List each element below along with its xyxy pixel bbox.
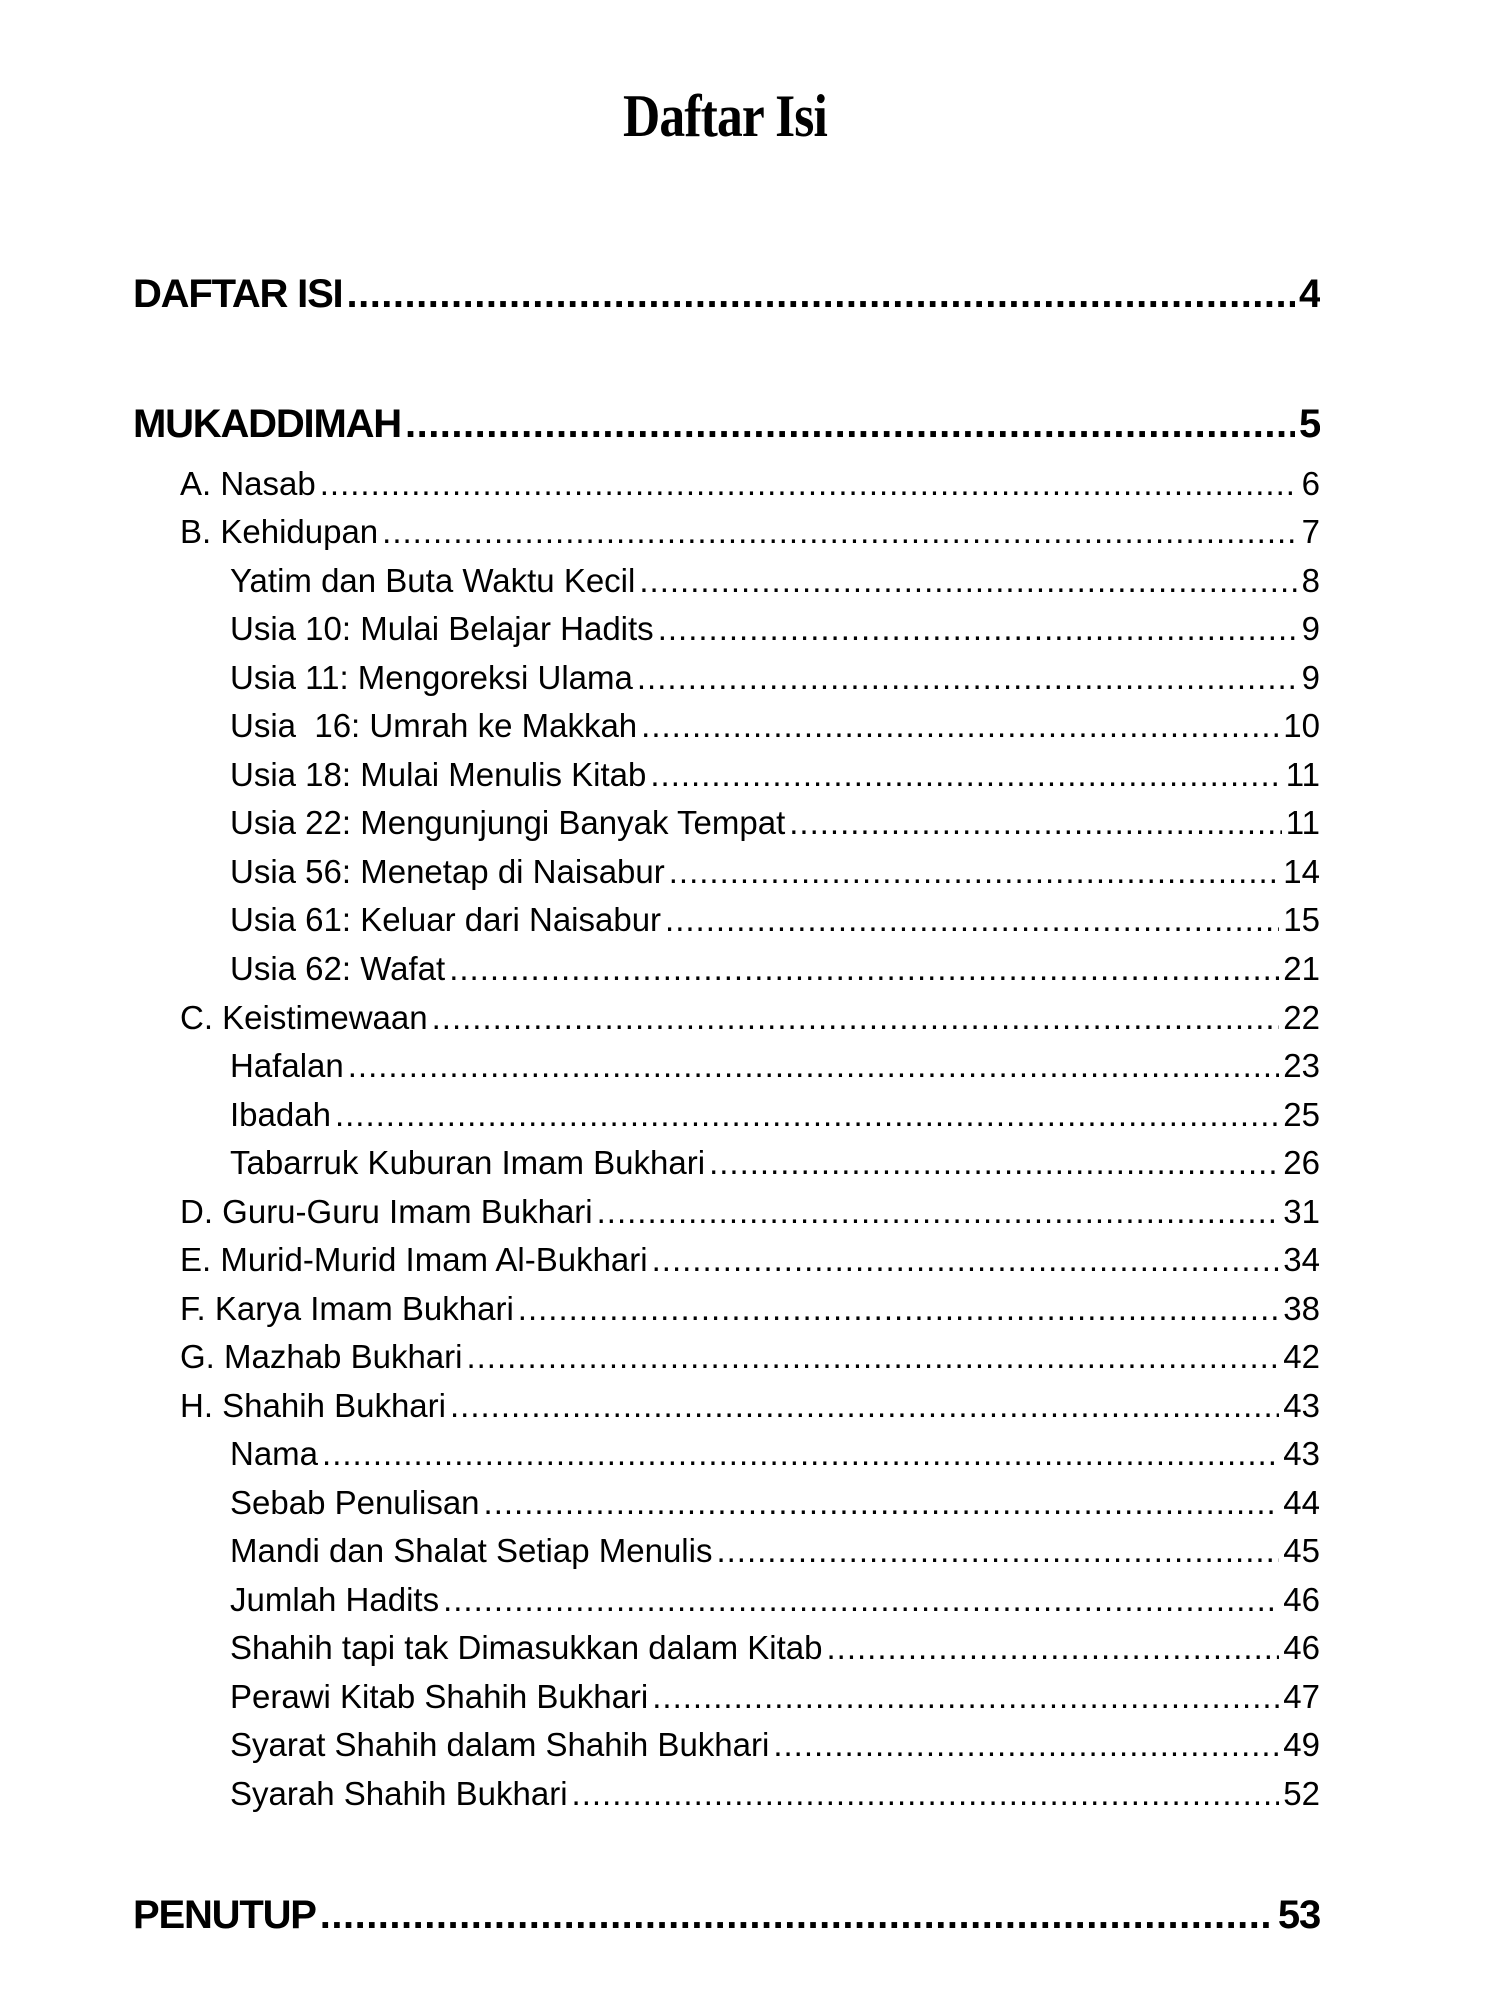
toc-page-number: 44 [1283, 1484, 1320, 1521]
toc-page-number: 8 [1301, 562, 1320, 599]
toc-entry-hafalan[interactable] [230, 1047, 1320, 1085]
toc-entry-usia-10[interactable] [230, 610, 1320, 648]
toc-entry-label: Usia 18: Mulai Menulis Kitab [230, 756, 647, 793]
toc-page-number: 42 [1283, 1338, 1320, 1375]
toc-page-number: 26 [1283, 1144, 1320, 1181]
toc-entry-label: D. Guru-Guru Imam Bukhari [180, 1193, 593, 1230]
toc-entry-keistimewaan[interactable] [180, 999, 1320, 1037]
toc-entry-mandi-shalat[interactable] [230, 1532, 1320, 1570]
toc-page-number: 9 [1301, 659, 1320, 696]
toc-entry-label: Nama [230, 1435, 319, 1472]
toc-page-number: 10 [1283, 707, 1320, 744]
toc-leader [669, 853, 1280, 891]
toc-leader [637, 659, 1298, 697]
toc-entry-label: Usia 10: Mulai Belajar Hadits [230, 610, 654, 647]
toc-leader [518, 1290, 1280, 1328]
toc-entry-label: H. Shahih Bukhari [180, 1387, 446, 1424]
toc-entry-label: DAFTAR ISI [133, 272, 343, 316]
toc-entry-label: C. Keistimewaan [180, 999, 428, 1036]
toc-entry-label: Jumlah Hadits [230, 1581, 440, 1618]
toc-page-number: 52 [1283, 1775, 1320, 1812]
toc-entry-label: Usia 11: Mengoreksi Ulama [230, 659, 633, 696]
toc-leader [443, 1581, 1279, 1619]
toc-leader [716, 1532, 1279, 1570]
toc-entry-label: Usia 61: Keluar dari Naisabur [230, 901, 662, 938]
toc-page-number: 38 [1283, 1290, 1320, 1327]
toc-page-number: 25 [1283, 1096, 1320, 1133]
toc-entry-label: MUKADDIMAH [133, 402, 401, 446]
toc-entry-usia-56[interactable] [230, 853, 1320, 891]
toc-entry-label: Sebab Penulisan [230, 1484, 480, 1521]
toc-entry-yatim[interactable] [230, 562, 1320, 600]
toc-leader [449, 950, 1279, 988]
toc-leader [652, 1241, 1280, 1279]
toc-page-number: 49 [1283, 1726, 1320, 1763]
toc-leader [658, 610, 1298, 648]
toc-entry-label: F. Karya Imam Bukhari [180, 1290, 514, 1327]
toc-leader [320, 1893, 1274, 1938]
toc-entry-jumlah-hadits[interactable] [230, 1581, 1320, 1619]
toc-leader [322, 1435, 1279, 1473]
toc-leader [789, 804, 1282, 842]
toc-page-number: 43 [1283, 1435, 1320, 1472]
toc-page-number: 11 [1285, 804, 1320, 841]
toc-entry-label: Yatim dan Buta Waktu Kecil [230, 562, 636, 599]
toc-entry-shahih-tapi[interactable] [230, 1629, 1320, 1667]
toc-leader [641, 707, 1279, 745]
toc-entry-karya[interactable] [180, 1290, 1320, 1328]
toc-leader [346, 272, 1294, 317]
toc-page-number: 4 [1298, 272, 1320, 316]
toc-leader [450, 1387, 1279, 1425]
toc-page-number: 47 [1283, 1678, 1320, 1715]
toc-entry-daftar-isi[interactable] [133, 272, 1320, 317]
toc-entry-sebab-penulisan[interactable] [230, 1484, 1320, 1522]
toc-page-number: 11 [1285, 756, 1320, 793]
toc-entry-label: Mandi dan Shalat Setiap Menulis [230, 1532, 713, 1569]
toc-page-number: 9 [1301, 610, 1320, 647]
toc-leader [405, 402, 1295, 447]
toc-leader [652, 1678, 1279, 1716]
toc-page-number: 43 [1283, 1387, 1320, 1424]
toc-page-number: 45 [1283, 1532, 1320, 1569]
toc-page-number: 5 [1298, 402, 1320, 446]
toc-leader [709, 1144, 1279, 1182]
toc-leader [827, 1629, 1280, 1667]
toc-entry-perawi[interactable] [230, 1678, 1320, 1716]
toc-entry-label: Usia 62: Wafat [230, 950, 446, 987]
toc-entry-usia-11[interactable] [230, 659, 1320, 697]
toc-entry-kehidupan[interactable] [180, 513, 1320, 551]
toc-page-number: 46 [1283, 1581, 1320, 1618]
toc-leader [382, 513, 1297, 551]
toc-leader [665, 901, 1279, 939]
toc-entry-shahih-bukhari[interactable] [180, 1387, 1320, 1425]
toc-entry-usia-61[interactable] [230, 901, 1320, 939]
toc-entry-label: G. Mazhab Bukhari [180, 1338, 463, 1375]
toc-entry-label: Tabarruk Kuburan Imam Bukhari [230, 1144, 706, 1181]
toc-leader [484, 1484, 1280, 1522]
toc-entry-tabarruk[interactable] [230, 1144, 1320, 1182]
toc-entry-label: Ibadah [230, 1096, 331, 1133]
toc-entry-label: B. Kehidupan [180, 513, 379, 550]
toc-entry-nama[interactable] [230, 1435, 1320, 1473]
toc-entry-murid-murid[interactable] [180, 1241, 1320, 1279]
toc-leader [348, 1047, 1280, 1085]
toc-entry-label: Syarat Shahih dalam Shahih Bukhari [230, 1726, 770, 1763]
toc-leader [572, 1775, 1280, 1813]
toc-entry-guru-guru[interactable] [180, 1193, 1320, 1231]
toc-entry-label: Perawi Kitab Shahih Bukhari [230, 1678, 649, 1715]
toc-page-number: 22 [1283, 999, 1320, 1036]
toc-entry-penutup[interactable] [133, 1893, 1320, 1938]
toc-leader [639, 562, 1297, 600]
toc-entry-syarah[interactable] [230, 1775, 1320, 1813]
page-title: Daftar Isi [622, 83, 828, 149]
toc-entry-usia-22[interactable] [230, 804, 1320, 842]
toc-page-number: 46 [1283, 1629, 1320, 1666]
toc-entry-label: E. Murid-Murid Imam Al-Bukhari [180, 1241, 648, 1278]
toc-leader [773, 1726, 1279, 1764]
toc-entry-label: Usia 16: Umrah ke Makkah [230, 707, 638, 744]
toc-entry-usia-18[interactable] [230, 756, 1320, 794]
toc-leader [650, 756, 1281, 794]
toc-entry-mukaddimah[interactable] [133, 402, 1320, 447]
toc-entry-label: PENUTUP [133, 1893, 316, 1937]
toc-page-number: 21 [1283, 950, 1320, 987]
toc-entry-usia-16[interactable] [230, 707, 1320, 745]
toc-page-number: 7 [1301, 513, 1320, 550]
toc-page-number: 53 [1277, 1893, 1320, 1937]
toc-page-number: 14 [1283, 853, 1320, 890]
toc-entry-ibadah[interactable] [230, 1096, 1320, 1134]
toc-leader [320, 465, 1298, 503]
toc-leader [335, 1096, 1279, 1134]
toc-page-number: 31 [1283, 1193, 1320, 1230]
toc-entry-label: A. Nasab [180, 465, 316, 502]
toc-page-number: 6 [1301, 465, 1320, 502]
toc-page-number: 34 [1283, 1241, 1320, 1278]
toc-entry-label: Usia 22: Mengunjungi Banyak Tempat [230, 804, 786, 841]
toc-entry-usia-62[interactable] [230, 950, 1320, 988]
toc-leader [597, 1193, 1280, 1231]
toc-leader [466, 1338, 1279, 1376]
toc-page-number: 15 [1283, 901, 1320, 938]
toc-entry-mazhab[interactable] [180, 1338, 1320, 1376]
toc-entry-label: Shahih tapi tak Dimasukkan dalam Kitab [230, 1629, 823, 1666]
toc-entry-syarat-shahih[interactable] [230, 1726, 1320, 1764]
toc-entry-label: Hafalan [230, 1047, 344, 1084]
toc-entry-nasab[interactable] [180, 465, 1320, 503]
toc-leader [432, 999, 1280, 1037]
toc-entry-label: Usia 56: Menetap di Naisabur [230, 853, 665, 890]
toc-entry-label: Syarah Shahih Bukhari [230, 1775, 568, 1812]
toc-page-number: 23 [1283, 1047, 1320, 1084]
